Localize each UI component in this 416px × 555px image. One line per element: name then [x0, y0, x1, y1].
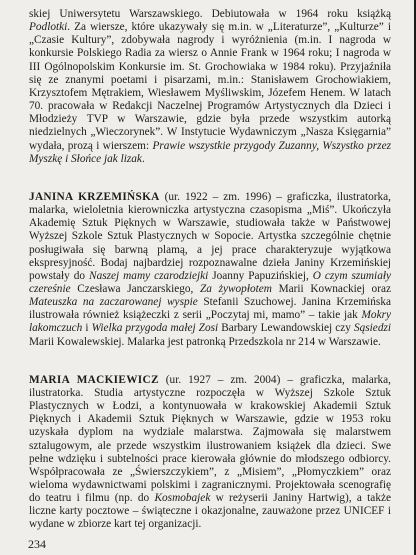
intro-paragraph: [29, 8, 391, 166]
entry-text: i: [82, 322, 92, 335]
entry-krzeminska: [29, 191, 391, 349]
entry-text: Barbary Lewandowskiej czy: [218, 322, 354, 335]
entry-body: [29, 191, 391, 348]
entry-gap: [29, 166, 391, 191]
entry-gap: [29, 349, 391, 374]
book-title: Mateuszka na zaczarowanej wyspie: [29, 296, 198, 309]
entry-name: JANINA KRZEMIŃSKA: [29, 190, 160, 203]
book-title: O czym szumiały czereśnie: [29, 269, 391, 295]
entry-text: w reżyserii Janiny Hartwig), a także liczne karty pocztowe – świąteczne i okazjonalne, zauważone przez UNICEF i wydane w zbiorze kart tej organizacji.: [29, 492, 391, 531]
entry-text: (ur. 1927 – zm. 2004) – graficzka, malarka, ilustratorka. Studia artystyczne rozpoczęła w Wyższej Szkole Sztuk Plastycznych w Łodzi, a kontynuowała w krakowskiej Akademii Sztuk Pięknych i Akademii Sztuk Pięknych w Warszawie, gdzie w 1953 roku uzyskała dyplom na wydziale malarstwa. Zajmowała się malarstwem sztalugowym, ale przede wszystkim ilustrowaniem książek dla dzieci. Swe pełne wdzięku i subtelności prace kierowała głównie do młodszego odbiorcy. Współpracowała ze „Świerszczykiem”, z „Misiem”, „Płomyczkiem” oraz wieloma wydawnictwami polskimi i zagranicznymi. Projektowała scenografię do teatru i filmu (np. do: [29, 373, 391, 505]
book-title: Mokry lakomczuch: [29, 309, 391, 335]
page-number: 234: [28, 537, 46, 551]
entry-text: Marii Kownackiej oraz: [271, 282, 391, 295]
book-title: Sąsiedzi: [353, 322, 391, 335]
entry-body: [29, 374, 391, 531]
intro-book-title: Podlotki: [29, 21, 68, 34]
entry-mackiewicz: [29, 374, 391, 532]
entry-text: Joanny Papuzińskiej,: [208, 269, 313, 282]
book-title: Naszej mamy czarodziejki: [89, 269, 209, 282]
book-title: Kosmobajek: [154, 492, 211, 505]
intro-text: .: [141, 152, 145, 165]
book-title: Wielka przygoda małej Zosi: [91, 322, 219, 335]
entry-text: Stefanii Szuchowej. Janina Krzemińska ilustrowała również książeczki z serii „Poczytaj mi, mamo” – takie jak: [29, 296, 391, 322]
entry-text: (ur. 1922 – zm. 1996) – graficzka, ilustratorka, malarka, wieloletnia kierowniczka artystyczna czasopisma „Miś”. Ukończyła Akademię Sztuk Pięknych w Warszawie, studiowała także w Państwowej Wyższej Szkole Sztuk Plastycznych w Sopocie. Artystka szczególnie chętnie posługiwała się barwną plamą, a jej prace charakteryzuje wyjątkowa ekspresyjność. Bodaj najbardziej rozpoznawalne dzieła Janiny Krzemińskiej powstały do: [29, 190, 391, 282]
entry-name: MARIA MACKIEWICZ: [29, 373, 159, 386]
intro-book-titles: Prawie wszystkie przygody Zuzanny, Wszystko przez Myszkę i Słońce jak lizak: [29, 139, 391, 165]
intro-text: skiej Uniwersytetu Warszawskiego. Debiutowała w 1964 roku książką: [29, 8, 391, 20]
page-text: [29, 8, 391, 532]
intro-text: . Za wiersze, które ukazywały się m.in. w „Literaturze”, „Kulturze” i „Czasie Kultury”, zdobywała nagrody i wyróżnienia (m.in. I nagroda w konkursie Polskiego Radia za wiersz o Annie Frank w 1964 roku; I nagroda w III Ogólnopolskim Konkursie im. St. Grochowiaka w 1984 roku). Przyjaźniła się ze znanymi poetami i pisarzami, m.in.: Stanisławem Grochowiakiem, Krzysztofem Mętrakiem, Wiesławem Myśliwskim, Józefem Henem. W latach 70. pracowała w Redakcji Naczelnej Programów Artystycznych dla Dzieci i Młodzieży TVP w Warszawie, gdzie była przede wszystkim autorką niedzielnych „Wieczorynek”. W Instytucie Wydawniczym „Nasza Księgarnia” wydała, prozą i wierszem:: [29, 21, 391, 152]
entry-text: Marii Kowalewskiej. Malarka jest patronką Przedszkola nr 214 w Warszawie.: [29, 335, 381, 348]
entry-text: Czesława Janczarskiego,: [70, 282, 201, 295]
book-title: Za żywopłotem: [200, 282, 272, 295]
